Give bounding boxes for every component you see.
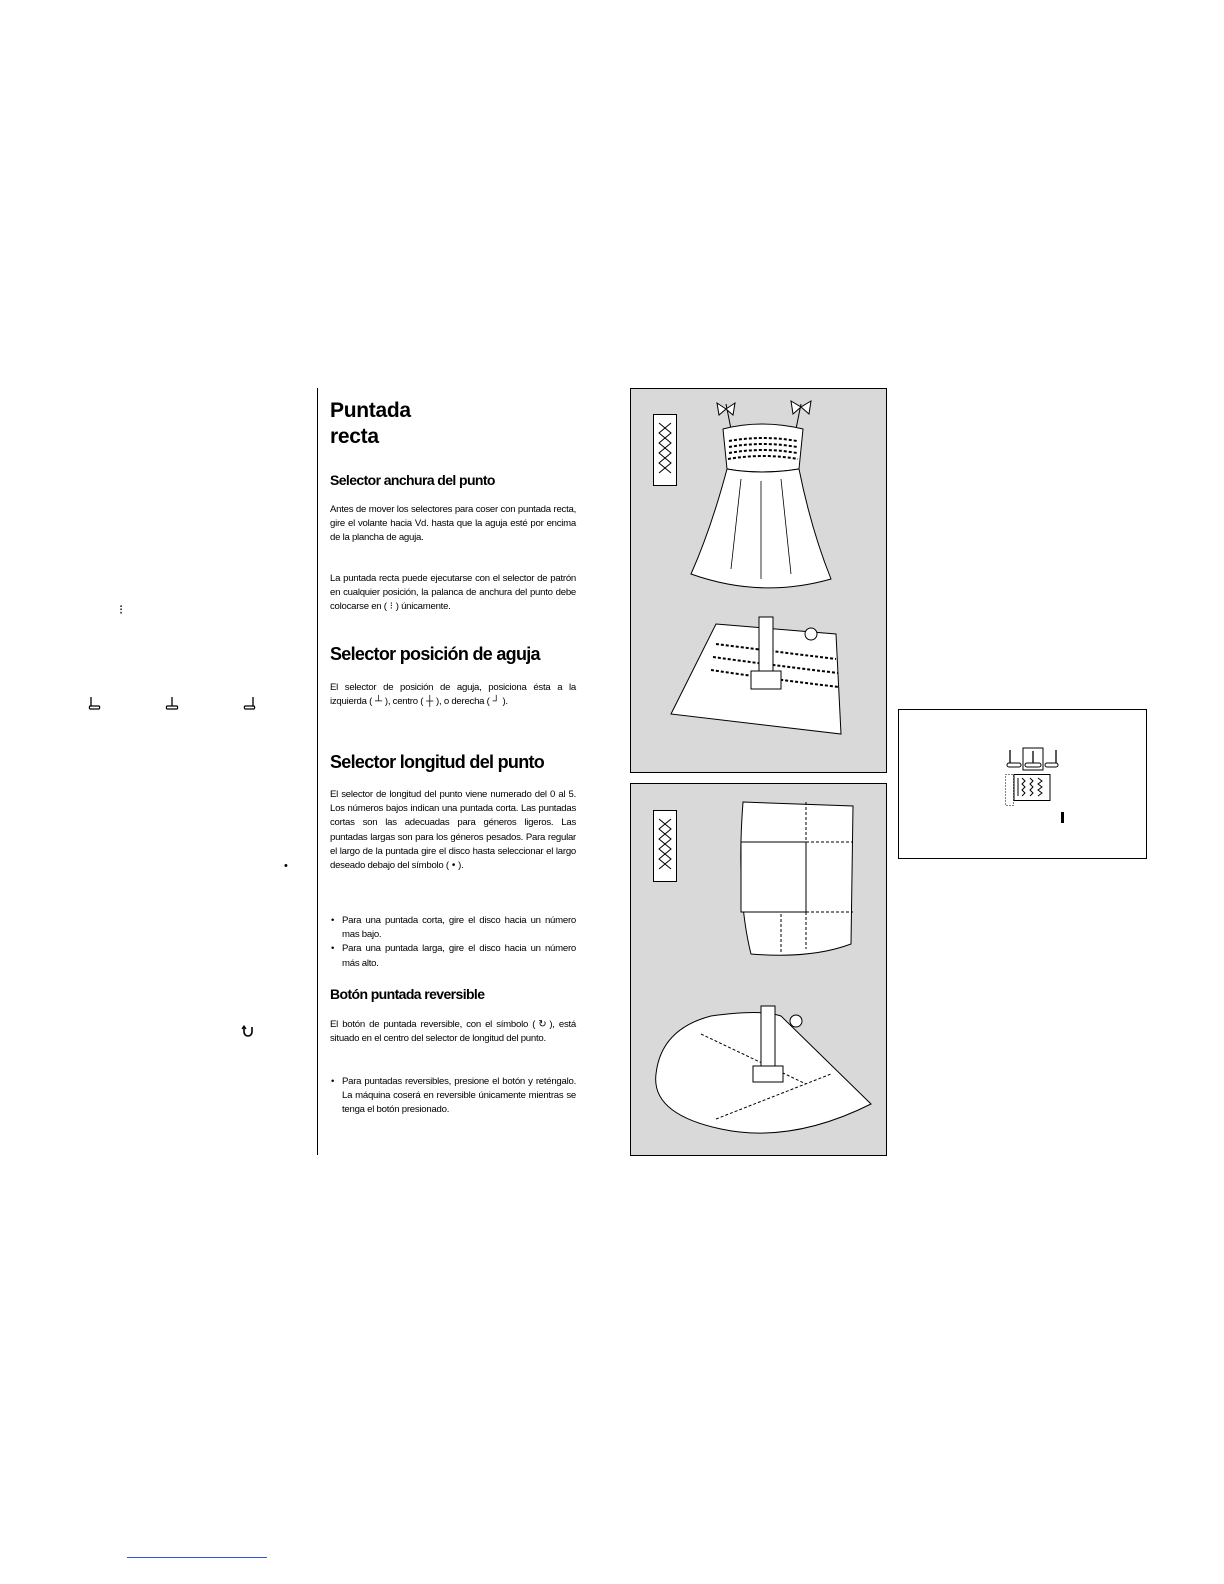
reverse-inline-icon: ↻ <box>538 1019 547 1030</box>
heading-reverse-button: Botón puntada reversible <box>330 986 485 1002</box>
paragraph-stitch-length: El selector de longitud del punto viene numerado del 0 al 5. Los números bajos indican una puntada corta. Las puntadas cortas son las adecuadas para géneros ligeros. Las puntadas largas son para los géneros pesados. Para regular el largo de la puntada gire el disco hasta seleccionar el largo deseado debajo del símbolo ( • ). <box>330 788 576 873</box>
column-divider <box>317 388 318 1155</box>
applique-drawing <box>631 784 886 1155</box>
stitch-width-inline-symbol: ⁝ <box>389 601 393 613</box>
stitch-length-symbol: • <box>284 860 288 872</box>
needle-left-inline-icon: ┴ <box>375 696 382 708</box>
reverse-bullets <box>330 1075 576 1118</box>
list-item: • Para una puntada larga, gire el disco hacia un número más alto. <box>330 942 576 970</box>
paragraph-stitch-width-2: La puntada recta puede ejecutarse con el selector de patrón en cualquier posición, la palanca de anchura del punto debe colocarse en ( ⁝ ) únicamente. <box>330 572 576 615</box>
heading-needle-position: Selector posición de aguja <box>330 644 540 664</box>
paragraph-reverse-button: El botón de puntada reversible, con el símbolo ( ↻ ), está situado en el centro del selector de longitud del punto. <box>330 1019 576 1045</box>
stitch-pattern-selector-icon <box>1005 774 1051 806</box>
needle-position-selector-icon <box>1005 747 1061 771</box>
stitch-length-inline-symbol: • <box>451 860 456 872</box>
needle-right-inline-icon: ┘ <box>492 696 500 708</box>
paragraph-stitch-width-1: Antes de mover los selectores para coser con puntada recta, gire el volante hacia Vd. hasta que la aguja esté por encima de la plancha de aguja. <box>330 504 576 544</box>
needle-center-icon <box>165 696 179 710</box>
illustration-smocked-dress <box>630 388 887 773</box>
machine-settings-box <box>898 709 1147 859</box>
footer-link-underline <box>127 1557 267 1558</box>
reverse-stitch-icon <box>241 1025 255 1038</box>
illustration-applique <box>630 783 887 1156</box>
dress-drawing <box>631 389 886 772</box>
heading-stitch-width: Selector anchura del punto <box>330 472 495 488</box>
heading-stitch-length: Selector longitud del punto <box>330 752 545 772</box>
list-item: • Para puntadas reversibles, presione el botón y reténgalo. La máquina coserá en reversible únicamente mientras se tenga el botón presionado. <box>330 1075 576 1118</box>
list-item: • Para una puntada corta, gire el disco hacia un número mas bajo. <box>330 914 576 942</box>
stitch-length-marker <box>1061 812 1064 823</box>
stitch-width-symbol: ⁝ <box>119 602 124 617</box>
paragraph-needle-position: El selector de posición de aguja, posiciona ésta a la izquierda ( ┴ ), centro ( ┼ ), o derecha ( ┘ ). <box>330 681 576 709</box>
stitch-length-bullets <box>330 914 576 971</box>
needle-right-icon <box>243 696 257 710</box>
page-title: Puntada recta <box>330 399 411 448</box>
needle-left-icon <box>87 696 101 710</box>
needle-center-inline-icon: ┼ <box>426 696 434 708</box>
